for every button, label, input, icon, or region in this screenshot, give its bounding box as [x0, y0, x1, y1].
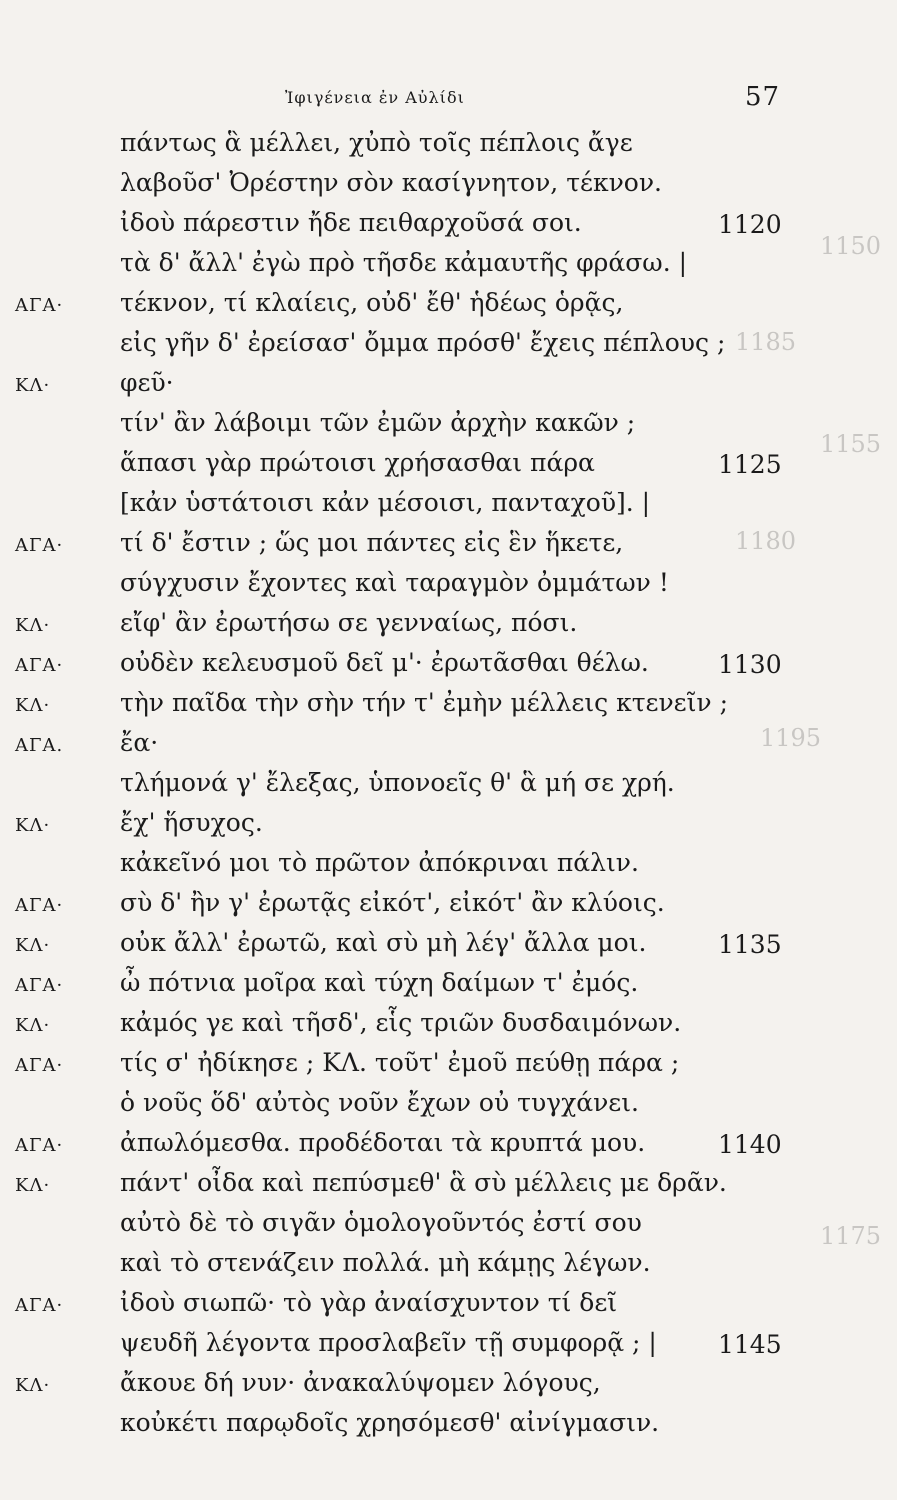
verse-text: τέκνον, τί κλαίεις, οὐδ' ἔθ' ἡδέως ὁρᾷς, — [120, 288, 624, 317]
bleed-through-number: 1185 — [735, 328, 797, 356]
verse-line — [0, 968, 897, 1008]
verse-text: σὺ δ' ἢν γ' ἐρωτᾷς εἰκότ', εἰκότ' ἂν κλύοις. — [120, 888, 665, 917]
speaker-label: ΚΛ· — [15, 1175, 51, 1196]
speaker-label: ΑΓΑ· — [15, 1055, 64, 1076]
verse-text: εἴφ' ἂν ἐρωτήσω σε γενναίως, πόσι. — [120, 608, 578, 637]
verse-text: ἔα· — [120, 728, 159, 757]
verse-text: ἔχ' ἥσυχος. — [120, 808, 263, 837]
verse-line — [0, 608, 897, 648]
verse-text: καὶ τὸ στενάζειν πολλά. μὴ κάμῃς λέγων. — [120, 1248, 651, 1277]
line-number: 1140 — [718, 1130, 782, 1159]
verse-line — [0, 888, 897, 928]
speaker-label: ΑΓΑ· — [15, 535, 64, 556]
verse-text: σύγχυσιν ἔχοντες καὶ ταραγμὸν ὀμμάτων ! — [120, 568, 669, 597]
verse-text: πάντως ἃ μέλλει, χὐπὸ τοῖς πέπλοις ἄγε — [120, 128, 633, 157]
verse-line — [0, 168, 897, 208]
verse-text: τί δ' ἔστιν ; ὥς μοι πάντες εἰς ἓν ἥκετε, — [120, 528, 624, 557]
verse-line — [0, 568, 897, 608]
verse-line — [0, 1408, 897, 1448]
verse-text: οὐδὲν κελευσμοῦ δεῖ μ'· ἐρωτᾶσθαι θέλω. — [120, 648, 649, 677]
verse-text: τίς σ' ἠδίκησε ; ΚΛ. τοῦτ' ἐμοῦ πεύθῃ πάρα ; — [120, 1048, 680, 1077]
line-number: 1120 — [718, 210, 782, 239]
verse-text: οὐκ ἄλλ' ἐρωτῶ, καὶ σὺ μὴ λέγ' ἄλλα μοι. — [120, 928, 647, 957]
speaker-label: ΚΛ· — [15, 935, 51, 956]
verse-line — [0, 1168, 897, 1208]
verse-line — [0, 128, 897, 168]
verse-line — [0, 768, 897, 808]
bleed-through-number: 1180 — [735, 527, 797, 555]
verse-line — [0, 208, 897, 248]
speaker-label: ΚΛ· — [15, 1015, 51, 1036]
page-number: 57 — [745, 82, 781, 112]
verse-line — [0, 288, 897, 328]
speaker-label: ΚΛ· — [15, 815, 51, 836]
verse-line — [0, 1328, 897, 1368]
verse-line — [0, 1248, 897, 1288]
verse-line — [0, 928, 897, 968]
verse-line — [0, 728, 897, 768]
speaker-label: ΚΛ· — [15, 695, 51, 716]
line-number: 1135 — [718, 930, 782, 959]
verse-text: ἅπασι γὰρ πρώτοισι χρήσασθαι πάρα — [120, 448, 595, 477]
verse-line — [0, 328, 897, 368]
speaker-label: ΑΓΑ· — [15, 895, 64, 916]
line-number: 1125 — [718, 450, 782, 479]
verse-line — [0, 1088, 897, 1128]
verse-line — [0, 448, 897, 488]
speaker-label: ΚΛ· — [15, 1375, 51, 1396]
verse-line — [0, 528, 897, 568]
verse-text: φεῦ· — [120, 368, 174, 397]
speaker-label: ΑΓΑ· — [15, 655, 64, 676]
verse-text: ἰδοὺ σιωπῶ· τὸ γὰρ ἀναίσχυντον τί δεῖ — [120, 1288, 618, 1317]
verse-line — [0, 1368, 897, 1408]
verse-text: [κἀν ὑστάτοισι κἀν μέσοισι, πανταχοῦ]. | — [120, 488, 651, 517]
verse-text: ἀπωλόμεσθα. προδέδοται τὰ κρυπτά μου. — [120, 1128, 646, 1157]
verse-line — [0, 488, 897, 528]
verse-line — [0, 368, 897, 408]
bleed-through-number: 1195 — [760, 724, 822, 752]
speaker-label: ΚΛ· — [15, 615, 51, 636]
speaker-label: ΑΓΑ· — [15, 975, 64, 996]
line-number: 1145 — [718, 1330, 782, 1359]
verse-line — [0, 1008, 897, 1048]
verse-text: αὐτὸ δὲ τὸ σιγᾶν ὁμολογοῦντός ἐστί σου — [120, 1208, 642, 1237]
verse-line — [0, 648, 897, 688]
verse-line — [0, 1288, 897, 1328]
speaker-label: ΑΓΑ· — [15, 295, 64, 316]
verse-text: κοὐκέτι παρῳδοῖς χρησόμεσθ' αἰνίγμασιν. — [120, 1408, 660, 1437]
verse-text: πάντ' οἶδα καὶ πεπύσμεθ' ἃ σὺ μέλλεις με δρᾶν. — [120, 1168, 727, 1197]
verse-text: ὦ πότνια μοῖρα καὶ τύχη δαίμων τ' ἐμός. — [120, 968, 639, 997]
running-title: Ἰφιγένεια ἐν Αὐλίδι — [285, 88, 465, 107]
verse-text: κἀμός γε καὶ τῆσδ', εἷς τριῶν δυσδαιμόνων. — [120, 1008, 682, 1037]
verse-text: τὴν παῖδα τὴν σὴν τήν τ' ἐμὴν μέλλεις κτενεῖν ; — [120, 688, 728, 717]
speaker-label: ΑΓΑ· — [15, 1135, 64, 1156]
verse-block — [0, 128, 897, 1448]
verse-line — [0, 408, 897, 448]
speaker-label: ΑΓΑ. — [15, 735, 64, 756]
speaker-label: ΑΓΑ· — [15, 1295, 64, 1316]
verse-text: ἰδοὺ πάρεστιν ἤδε πειθαρχοῦσά σοι. — [120, 208, 582, 237]
verse-line — [0, 1208, 897, 1248]
bleed-through-number: 1175 — [820, 1222, 882, 1250]
speaker-label: ΚΛ· — [15, 375, 51, 396]
verse-text: τὰ δ' ἄλλ' ἐγὼ πρὸ τῆσδε κἀμαυτῆς φράσω. | — [120, 248, 688, 277]
verse-line — [0, 1128, 897, 1168]
bleed-through-number: 1155 — [820, 430, 882, 458]
verse-line — [0, 688, 897, 728]
verse-text: ἄκουε δή νυν· ἀνακαλύψομεν λόγους, — [120, 1368, 601, 1397]
verse-text: τίν' ἂν λάβοιμι τῶν ἐμῶν ἀρχὴν κακῶν ; — [120, 408, 636, 437]
verse-line — [0, 808, 897, 848]
verse-line — [0, 1048, 897, 1088]
verse-text: λαβοῦσ' Ὀρέστην σὸν κασίγνητον, τέκνον. — [120, 168, 663, 197]
verse-text: ὁ νοῦς ὅδ' αὐτὸς νοῦν ἔχων οὐ τυγχάνει. — [120, 1088, 640, 1117]
line-number: 1130 — [718, 650, 782, 679]
verse-line — [0, 248, 897, 288]
bleed-through-number: 1150 — [820, 232, 882, 260]
verse-text: εἰς γῆν δ' ἐρείσασ' ὄμμα πρόσθ' ἔχεις πέπλους ; — [120, 328, 726, 357]
verse-text: ψευδῆ λέγοντα προσλαβεῖν τῇ συμφορᾷ ; | — [120, 1328, 657, 1357]
verse-text: κἀκεῖνό μοι τὸ πρῶτον ἀπόκριναι πάλιν. — [120, 848, 639, 877]
verse-text: τλήμονά γ' ἔλεξας, ὑπονοεῖς θ' ἃ μή σε χρή. — [120, 768, 675, 797]
verse-line — [0, 848, 897, 888]
